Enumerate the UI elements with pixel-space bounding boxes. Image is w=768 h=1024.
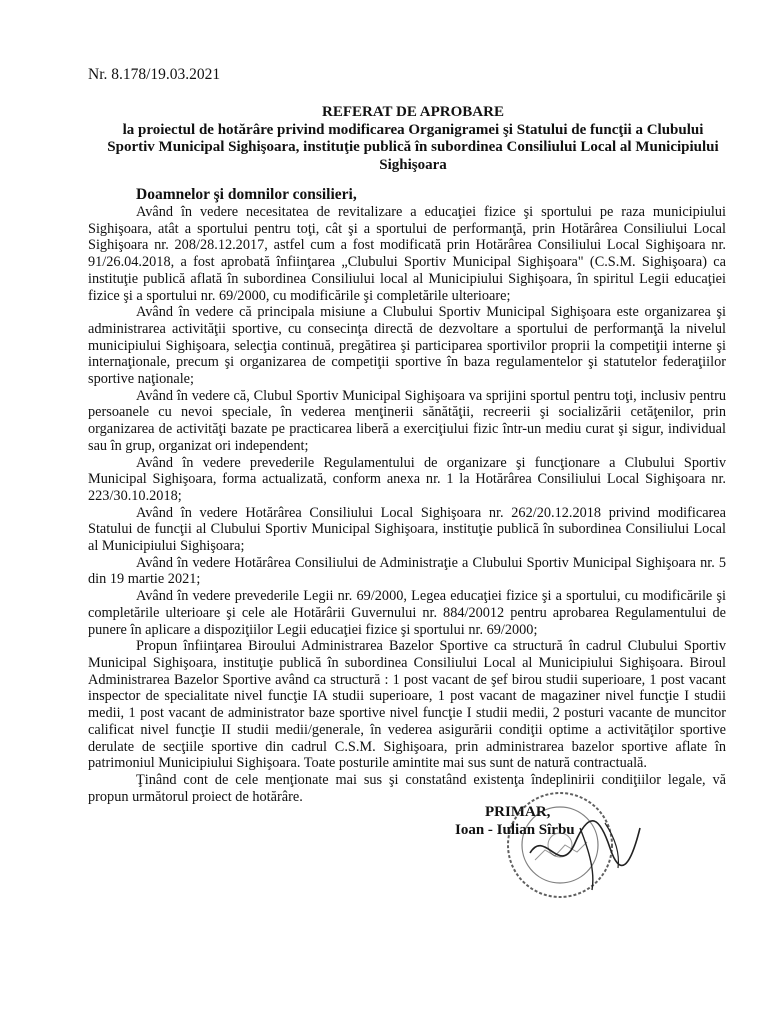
body-text: [88, 204, 726, 805]
salutation: Doamnelor şi domnilor consilieri,: [136, 186, 357, 203]
paragraph: Având în vedere că, Clubul Sportiv Municipal Sighişoara va sprijini sportul pentru toţi, inclusiv pentru persoanele cu nevoi speciale, în vederea menţinerii sănătăţii, recreerii şi socializării cetăţenilor, prin organizarea de activităţi bazate pe practicarea liberă a exerciţiului fizic într-un mediu curat şi sigur, individual sau în grup, organizat ori independent;: [88, 387, 726, 454]
paragraph: Având în vedere Hotărârea Consiliului de Administraţie a Clubului Sportiv Municipal Sighişoara nr. 5 din 19 martie 2021;: [88, 554, 726, 588]
paragraph: Având în vedere necesitatea de revitalizare a educaţiei fizice şi sportului pe raza municipiului Sighişoara, atât a sportului pentru toţi, cât şi a sportului de performanţă, prin Hotărârea Consiliului Local Sighişoara nr. 208/28.12.2017, astfel cum a fost modificată prin Hotărârea Consiliului Local Sighişoara nr. 91/26.04.2018, a fost aprobată înfiinţarea „Clubului Sportiv Municipal Sighişoara" (C.S.M. Sighişoara) ca instituţie publică aflată în subordinea Consiliului local al Municipiului Sighişoara, în spiritul Legii educaţiei fizice şi a sportului nr. 69/2000, cu modificările şi completările ulterioare;: [88, 204, 726, 304]
paragraph: Având în vedere prevederile Legii nr. 69/2000, Legea educaţiei fizice şi a sportului, cu modificările şi completările ulterioare şi cele ale Hotărârii Guvernului nr. 884/20012 pentru aprobarea Regulamentului de punere în aplicare a dispoziţiilor Legii educaţiei fizice şi sportului nr. 69/2000;: [88, 588, 726, 638]
document-title: REFERAT DE APROBARE: [322, 104, 504, 120]
paragraph: Având în vedere Hotărârea Consiliului Local Sighişoara nr. 262/20.12.2018 privind modificarea Statului de funcţii al Clubului Sportiv Municipal Sighişoara, instituţie publică în subordinea Consiliului Local al Municipiului Sighişoara;: [88, 504, 726, 555]
paragraph: Ţinând cont de cele menţionate mai sus şi constatând existenţa îndeplinirii condiţiilor legale, vă propun următorul proiect de hotărâre.: [88, 771, 726, 805]
paragraph: Propun înfiinţarea Biroului Administrarea Bazelor Sportive ca structură în cadrul Clubului Sportiv Municipal Sighişoara, instituţie publică în subordinea Consiliului Local al Municipiului Sighişoara. Biroul Administrarea Bazelor Sportive având ca structură : 1 post vacant de şef birou studii superioare, 1 post vacant inspector de specialitate nivel funcţie IA studii superioare, 1 post vacant de magaziner nivel funcţie I studii medii, 1 post vacant de administrator baze sportive nivel funcţie I studii medii, 2 posturi vacante de muncitor calificat nivel funcţie II studii medii/generale, în vederea asigurării condiţii optime a activităţilor sportive derulate de secţiile sportive din cadrul C.S.M. Sighişoara, prin administrarea bazelor sportive aflate în patrimoniul Municipiului Sighişoara. Toate posturile amintite mai sus sunt de natură contractuală.: [88, 638, 726, 772]
title-block: [100, 104, 726, 174]
paragraph: Având în vedere că principala misiune a Clubului Sportiv Municipal Sighişoara este organizarea şi administrarea activităţii sportive, cu consecinţa directă de dezvoltare a sportului de performanţă la nivelul municipiului Sighişoara, selecţia continuă, pregătirea şi participarea sportivilor proprii la competiţii interne şi internaţionale, precum şi organizarea de competiţii sportive în baza regulamentelor şi statutelor federaţiilor sportive naţionale;: [88, 304, 726, 388]
paragraph: Având în vedere prevederile Regulamentului de organizare şi funcţionare a Clubului Sportiv Municipal Sighişoara, forma actualizată, conform anexa nr. 1 la Hotărârea Consiliului Local Sighişoara nr. 223/30.10.2018;: [88, 454, 726, 504]
reference-number: Nr. 8.178/19.03.2021: [88, 66, 221, 83]
document-subtitle: la proiectul de hotărâre privind modificarea Organigramei şi Statului de funcţii a Clubului Sportiv Municipal Sighişoara, instituţie publică în subordinea Consiliului Local al Municipiului Sighişoara: [107, 121, 719, 173]
handwritten-signature-icon: [520, 798, 650, 898]
signature-title: PRIMAR,: [485, 804, 551, 820]
signature-name: Ioan - Iulian Sîrbu: [455, 822, 575, 838]
